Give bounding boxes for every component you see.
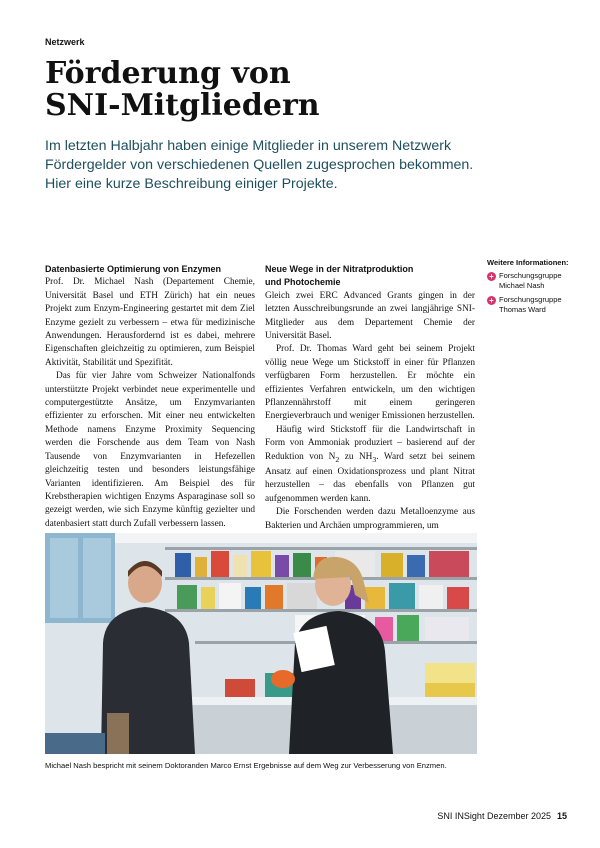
article-enzymes-heading: Datenbasierte Optimierung von Enzymen — [45, 264, 222, 274]
p3-text-c: . Ward setzt bei seinem Ansatz auf einen Oxidationsprozess und plant Nitrat herzustellen – das ebenfalls von Pflanzen gut aufgenommen werden kann. — [265, 451, 475, 504]
link-group-ward-line-1: Forschungsgruppe — [499, 295, 562, 304]
article-nitrate-paragraph-1: Gleich zwei ERC Advanced Grants gingen in der letzten Ausschreibungsrunde an zwei langjährige SNI-Mitglieder aus dem Departement Chemie der Universität Basel. — [265, 290, 475, 342]
article-enzymes — [45, 263, 255, 531]
article-nitrate-heading — [265, 263, 475, 290]
sidebar-title: Weitere Informationen: — [487, 258, 569, 267]
article-nitrate-heading-line-1: Neue Wege in der Nitratproduktion — [265, 264, 414, 274]
plus-icon: + — [487, 296, 496, 305]
page-title — [45, 58, 465, 122]
info-sidebar — [487, 258, 572, 319]
article-enzymes-paragraph-1: Prof. Dr. Michael Nash (Departement Chemie, Universität Basel und ETH Zürich) hat ein neues Projekt zum Enzym-Engineering gestartet mit dem Ziel Enzyme gezielt zu verbessern – etwa für medizinische Anwendungen. Herausfordernd ist es dabei, mehrere Eigenschaften gleichzeitig zu optimieren, zum Beispiel Aktivität, Stabilität und Spezifität. — [45, 277, 255, 368]
lab-photo — [45, 533, 477, 754]
section-label: Netzwerk — [45, 37, 85, 47]
link-group-nash-line-1: Forschungsgruppe — [499, 271, 562, 280]
link-group-nash[interactable] — [487, 271, 572, 291]
page-footer — [437, 811, 567, 821]
plus-icon: + — [487, 272, 496, 281]
link-group-ward[interactable] — [487, 295, 572, 315]
photo-caption: Michael Nash bespricht mit seinem Doktoranden Marco Ernst Ergebnisse auf dem Weg zur Verbesserung von Enzmen. — [45, 761, 447, 770]
page-number: 15 — [556, 811, 567, 821]
article-nitrate-heading-line-2: und Photochemie — [265, 277, 341, 288]
link-group-nash-line-2: Michael Nash — [499, 281, 545, 290]
article-enzymes-paragraph-2: Das für vier Jahre vom Schweizer Nationalfonds unterstützte Projekt verbindet neue experimentelle und computergestützte Ansätze, um Enzymvarianten effizienter zu erforschen. Mit einer neu entwickelten Methode namens Enzyme Proximity Sequencing werden die Forschende aus dem Team von Nash Tausende von Enzymvarianten in Hefezellen gleichzeitig testen und besonders leistungsfähige Varianten identifizieren. Am Beispiel des für Krebstherapien wichtigen Enzyms Asparaginase soll so gezeigt werden, wie sich Enzyme künftig gezielter und datenbasiert statt durch Zufall verbessern lassen. — [45, 371, 255, 529]
article-nitrate-paragraph-3 — [265, 424, 475, 506]
article-nitrate-paragraph-4: Die Forschenden werden dazu Metalloenzyme aus Bakterien und Archäen umprogrammieren, um — [265, 507, 475, 531]
lab-photo-illustration — [45, 533, 477, 754]
lead-paragraph: Im letzten Halbjahr haben einige Mitglieder in unserem Netzwerk Fördergelder von verschiedenen Quellen zugesprochen bekommen. Hier eine kurze Beschreibung einiger Projekte. — [45, 138, 474, 192]
link-group-ward-text — [499, 295, 562, 315]
p3-subscript-n2: 2 — [335, 454, 340, 464]
article-nitrate-paragraph-2: Prof. Dr. Thomas Ward geht bei seinem Projekt völlig neue Wege um Stickstoff in einer für Pflanzen verfügbaren Form herzustellen. Er möchte ein effizientes Verfahren entwickeln, um den wichtigen Pflanzennährstoff mit einem geringeren Energieverbrauch und weniger Emissionen herzustellen. — [265, 344, 475, 422]
article-nitrate — [265, 263, 475, 533]
link-group-ward-line-2: Thomas Ward — [499, 305, 546, 314]
link-group-nash-text — [499, 271, 562, 291]
title-line-1: Förderung von — [45, 56, 291, 91]
p3-text-a: Häufig wird Stickstoff für die Landwirtschaft in Form von Ammoniak produziert – basierend auf der Reduktion von N — [265, 424, 475, 462]
title-line-2: SNI-Mitgliedern — [45, 88, 320, 123]
p3-text-b: zu NH — [339, 451, 373, 462]
footer-publication: SNI INSight Dezember 2025 — [437, 811, 551, 821]
p3-subscript-nh3: 3 — [372, 454, 377, 464]
